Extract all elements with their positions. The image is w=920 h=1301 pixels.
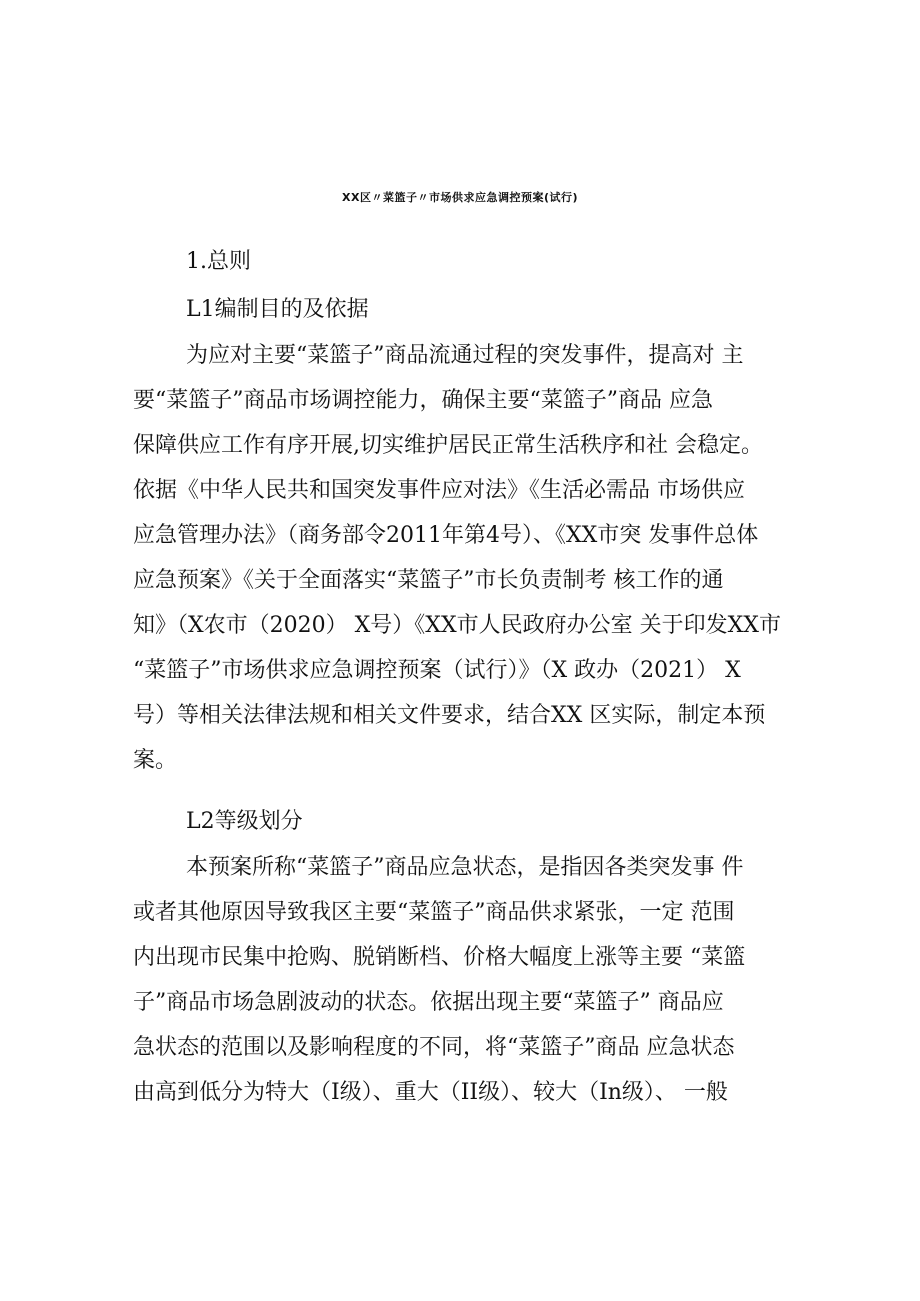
paragraph-line: 子”商品市场急剧波动的状态。依据出现主要“菜篮子” 商品应 — [133, 990, 724, 1015]
paragraph-line: 内出现市民集中抢购、脱销断档、价格大幅度上涨等主要 “菜篮 — [133, 945, 746, 970]
paragraph-line: 知》（X农市（2020） X号）《XX市人民政府办公室 关于印发XX市 — [133, 613, 781, 638]
paragraph-line: 由高到低分为特大（I级）、重大（II级）、较大（In级）、 一般 — [133, 1080, 728, 1105]
paragraph-line: 或者其他原因导致我区主要“菜篮子”商品供求紧张，一定 范围 — [133, 900, 735, 925]
subsection-heading: L1编制目的及依据 — [186, 297, 369, 322]
subsection-heading: L2等级划分 — [186, 809, 303, 834]
paragraph-line: 号）等相关法律法规和相关文件要求，结合XX 区实际，制定本预 — [133, 703, 766, 728]
paragraph-line: 急状态的范围以及影响程度的不同，将“菜篮子”商品 应急状态 — [133, 1035, 735, 1060]
paragraph-line: 为应对主要“菜篮子”商品流通过程的突发事件，提高对 主 — [186, 343, 744, 368]
section-heading: 1.总则 — [186, 249, 251, 274]
paragraph-line: 案。 — [133, 748, 178, 773]
paragraph-line: “菜篮子”市场供求应急调控预案（试行）》（X 政办（2021） X — [133, 658, 741, 683]
paragraph-line: 依据《中华人民共和国突发事件应对法》《生活必需品 市场供应 — [133, 478, 745, 503]
paragraph-line: 应急管理办法》（商务部令2011年第4号）、《XX市突 发事件总体 — [133, 523, 759, 548]
paragraph-line: 应急预案》《关于全面落实“菜篮子”市长负责制考 核工作的通 — [133, 568, 724, 593]
paragraph-line: 要“菜篮子”商品市场调控能力，确保主要“菜篮子”商品 应急 — [133, 388, 713, 413]
document-title: XX区〃菜篮子〃市场供求应急调控预案(试行) — [341, 191, 578, 204]
paragraph-line: 保障供应工作有序开展,切实维护居民正常生活秩序和社 会稳定。 — [133, 433, 763, 458]
paragraph-line: 本预案所称“菜篮子”商品应急状态，是指因各类突发事 件 — [186, 855, 744, 880]
